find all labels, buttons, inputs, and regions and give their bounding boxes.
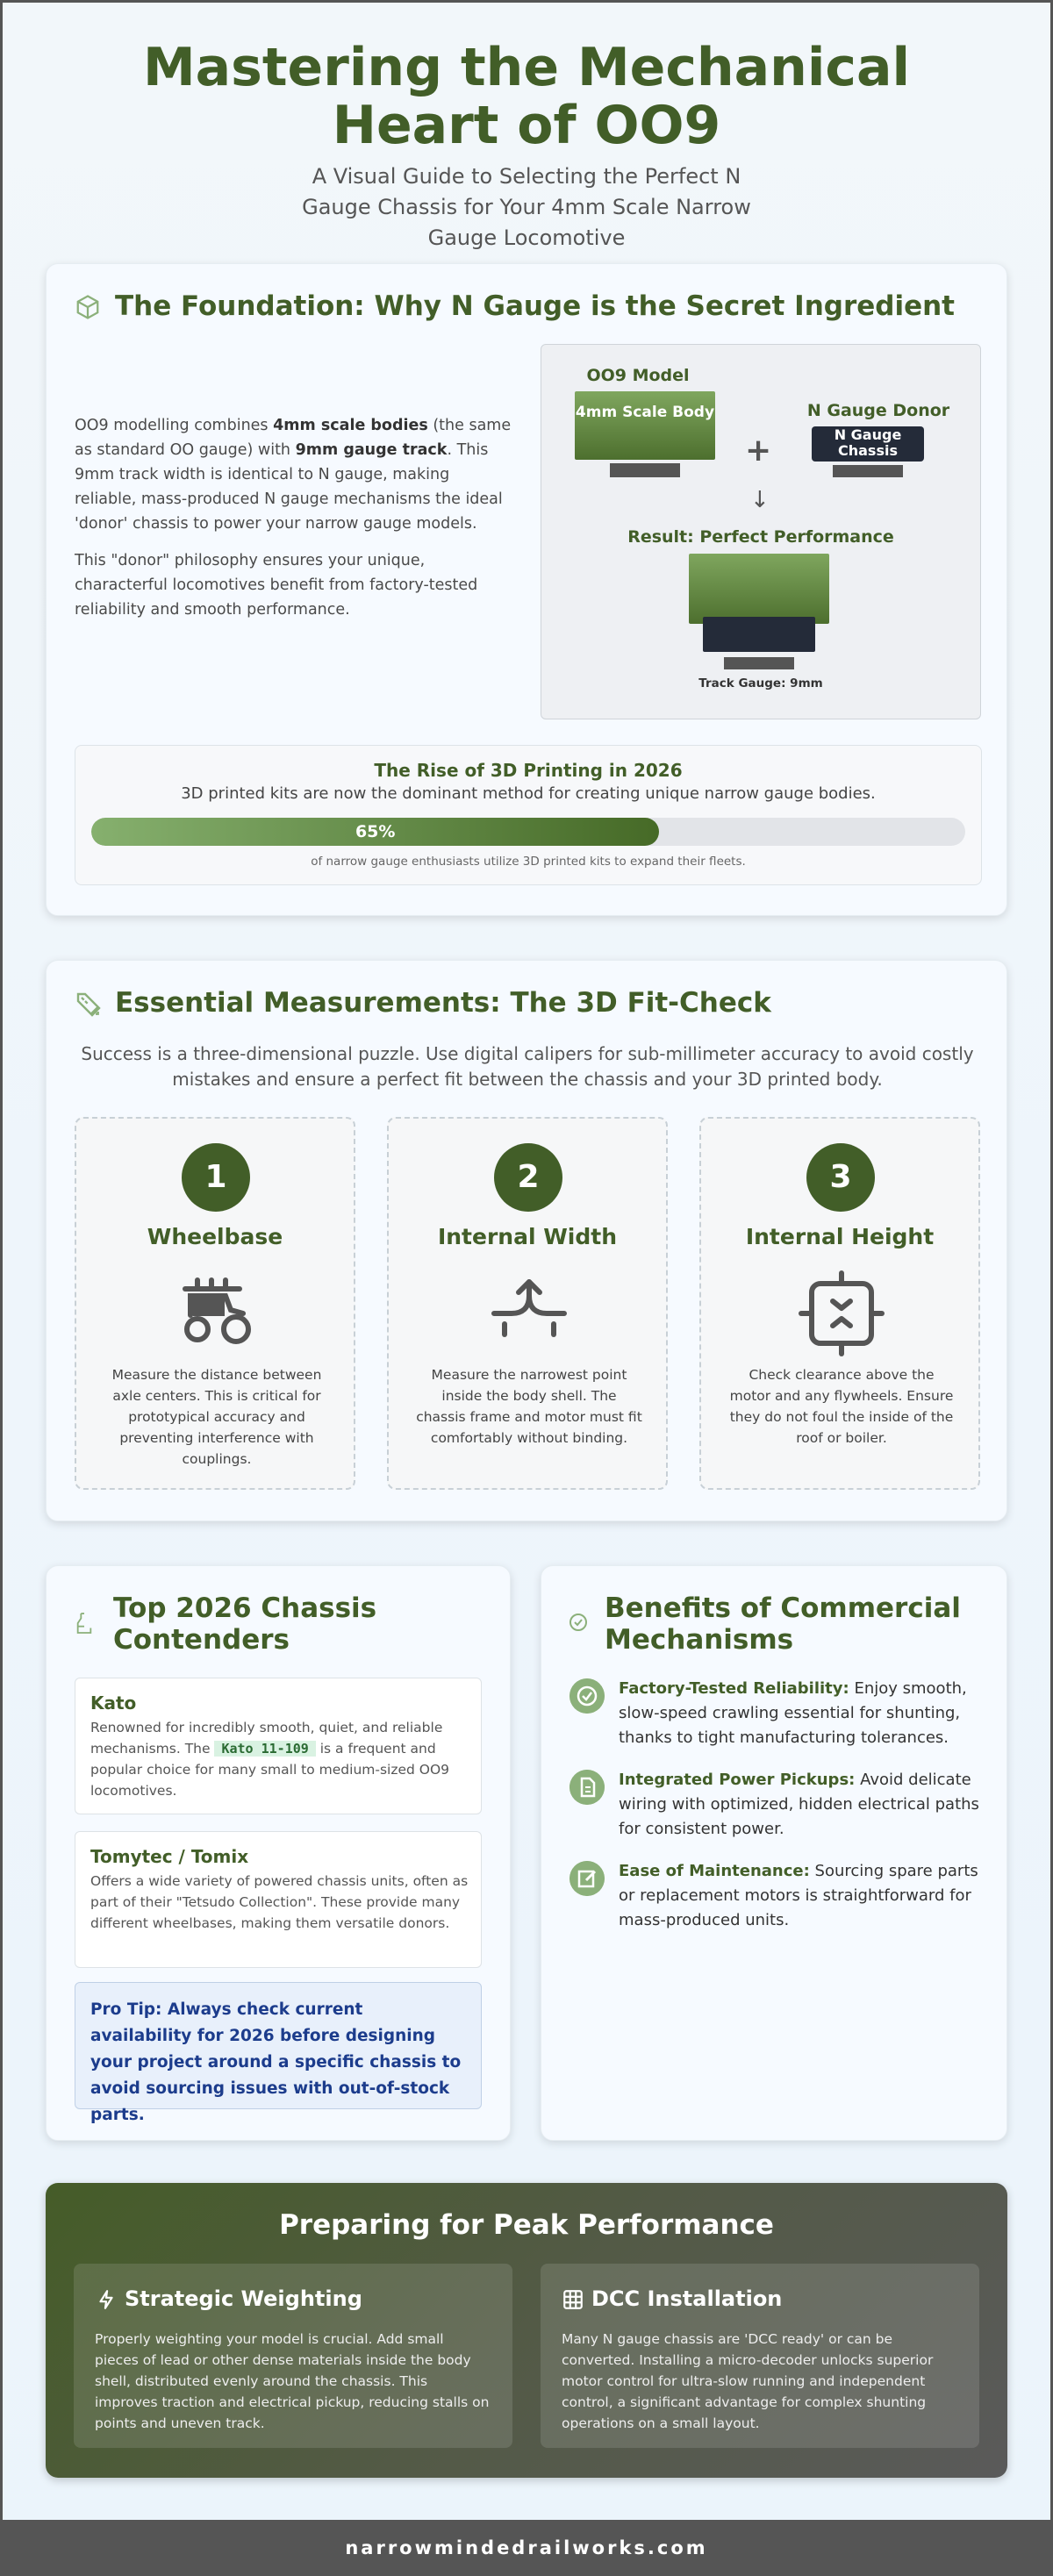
- result-label: Result: Perfect Performance: [627, 527, 894, 547]
- foundation-text: [75, 413, 513, 634]
- measure-title: Wheelbase: [147, 1224, 283, 1249]
- badge-check-icon: [569, 1678, 605, 1714]
- dcc-text: Many N gauge chassis are 'DCC ready' or can be converted. Installing a micro-decoder unlocks superior motor control for ultra-slow running and independent control, a significant advantage for complex shunting operations on a small layout.: [562, 2331, 934, 2431]
- chip-icon: [562, 2288, 584, 2311]
- benefits-title: Benefits of Commercial Mechanisms: [605, 1592, 961, 1656]
- page-subtitle: A Visual Guide to Selecting the Perfect N Gauge Chassis for Your 4mm Scale Narrow Gauge Locomotive: [302, 164, 751, 250]
- measurements-intro: Success is a three-dimensional puzzle. Use digital calipers for sub-millimeter accuracy to avoid costly mistakes and ensure a perfect fit between the chassis and your 3D printed body.: [81, 1043, 974, 1090]
- contender-description: Renowned for incredibly smooth, quiet, and reliable mechanisms. The Kato 11-109 is a frequent and popular choice for many small to medium-sized OO9 locomotives.: [90, 1720, 450, 1799]
- weighting-title: Strategic Weighting: [125, 2286, 362, 2311]
- result-chassis: [703, 617, 815, 652]
- down-arrow: ↓: [750, 487, 770, 513]
- weighting-text: Properly weighting your model is crucial. Add small pieces of lead or other dense materials inside the body shell, distributed evenly around the chassis. This improves traction and electrical pickup, reducing stalls on points and uneven track.: [95, 2331, 490, 2431]
- document-icon: [569, 1770, 605, 1805]
- result-body: [689, 554, 829, 624]
- frame-arrows-icon: [798, 1270, 885, 1357]
- foundation-paragraph-1: OO9 modelling combines 4mm scale bodies (the same as standard OO gauge) with 9mm gauge track. This 9mm track width is identical to N gauge, making reliable, mass-produced N gauge mechanisms the ideal 'donor' chassis to power your narrow gauge models.: [75, 417, 512, 533]
- weighting-panel: [74, 2264, 512, 2448]
- measure-card-wheelbase: [75, 1117, 355, 1490]
- rise-text: 3D printed kits are now the dominant method for creating unique narrow gauge bodies.: [181, 784, 876, 803]
- step-number: 1: [182, 1143, 250, 1212]
- progress-track: [91, 818, 965, 846]
- oo9-model-label: OO9 Model: [586, 366, 690, 385]
- body-wheels: [610, 463, 680, 477]
- result-wheels: [724, 657, 794, 669]
- foundation-paragraph-2: This "donor" philosophy ensures your unique, characterful locomotives benefit from factory-tested reliability and smooth performance.: [75, 552, 478, 619]
- dcc-panel: [541, 2264, 979, 2448]
- progress-fill: 65%: [91, 818, 659, 846]
- chassis-block: N Gauge Chassis: [812, 426, 924, 462]
- benefits-card: [541, 1565, 1007, 2141]
- step-number: 2: [494, 1143, 562, 1212]
- measurements-title: Essential Measurements: The 3D Fit-Check: [115, 987, 771, 1019]
- edit-icon: [569, 1861, 605, 1896]
- step-number: 3: [806, 1143, 875, 1212]
- contenders-title: Top 2026 Chassis Contenders: [113, 1592, 377, 1656]
- benefit-text: Factory-Tested Reliability: Enjoy smooth, slow-speed crawling essential for shunting, thanks to tight manufacturing tolerances.: [619, 1679, 967, 1747]
- measure-text: Measure the distance between axle centers. This is critical for prototypical accuracy and preventing interference with couplings.: [111, 1367, 322, 1467]
- measure-title: Internal Height: [745, 1224, 935, 1249]
- measure-title: Internal Width: [437, 1224, 618, 1249]
- peak-title: Preparing for Peak Performance: [279, 2209, 774, 2241]
- chassis-wheels: [833, 465, 903, 477]
- measurements-card: [46, 960, 1007, 1521]
- benefit-text: Ease of Maintenance: Sourcing spare parts or replacement motors is straightforward for mass-produced units.: [619, 1862, 978, 1929]
- measure-card-height: [699, 1117, 980, 1490]
- arrows-split-icon: [485, 1270, 573, 1357]
- footer-domain[interactable]: narrowmindedrailworks.com: [0, 2520, 1053, 2576]
- n-gauge-donor-label: N Gauge Donor: [806, 401, 950, 420]
- contender-tomytec: [75, 1831, 482, 1968]
- rise-note: of narrow gauge enthusiasts utilize 3D printed kits to expand their fleets.: [311, 855, 746, 869]
- bolt-icon: [95, 2288, 118, 2311]
- pro-tip: Pro Tip: Always check current availability for 2026 before designing your project around a specific chassis to avoid sourcing issues with out-of-stock parts.: [75, 1982, 482, 2109]
- measure-card-width: [387, 1117, 668, 1490]
- tractor-icon: [173, 1270, 261, 1357]
- contender-name: Tomytec / Tomix: [90, 1846, 249, 1867]
- contender-description: Offers a wide variety of powered chassis units, often as part of their "Tetsudo Collection". These provide many different wheelbases, making them versatile donors.: [90, 1873, 469, 1931]
- track-gauge-label: Track Gauge: 9mm: [698, 676, 823, 691]
- foundation-title: The Foundation: Why N Gauge is the Secret Ingredient: [115, 290, 956, 322]
- measure-text: Measure the narrowest point inside the body shell. The chassis frame and motor must fit comfortably without binding.: [416, 1367, 642, 1446]
- peak-performance-card: [46, 2183, 1007, 2478]
- dcc-title: DCC Installation: [591, 2286, 783, 2311]
- contender-name: Kato: [90, 1692, 137, 1714]
- plus-sign: +: [745, 433, 772, 469]
- benefit-text: Integrated Power Pickups: Avoid delicate wiring with optimized, hidden electrical paths for consistent power.: [619, 1771, 979, 1838]
- body-block: 4mm Scale Body: [575, 391, 715, 460]
- donor-diagram: [541, 344, 981, 719]
- ruler-pencil-icon: [75, 991, 103, 1019]
- contenders-card: [46, 1565, 511, 2141]
- contender-kato: [75, 1678, 482, 1814]
- kato-code-highlight: Kato 11-109: [214, 1741, 315, 1757]
- page-title: Mastering the Mechanical Heart of OO9: [142, 37, 911, 156]
- cube-icon: [75, 294, 101, 320]
- measure-text: Check clearance above the motor and any flywheels. Ensure they do not foul the inside of the roof or boiler.: [729, 1367, 954, 1446]
- rise-title: The Rise of 3D Printing in 2026: [374, 760, 683, 781]
- foundation-card: [46, 263, 1007, 916]
- bottle-icon: [75, 1612, 94, 1635]
- 3d-printing-panel: [75, 745, 982, 885]
- check-circle-icon: [568, 1612, 589, 1633]
